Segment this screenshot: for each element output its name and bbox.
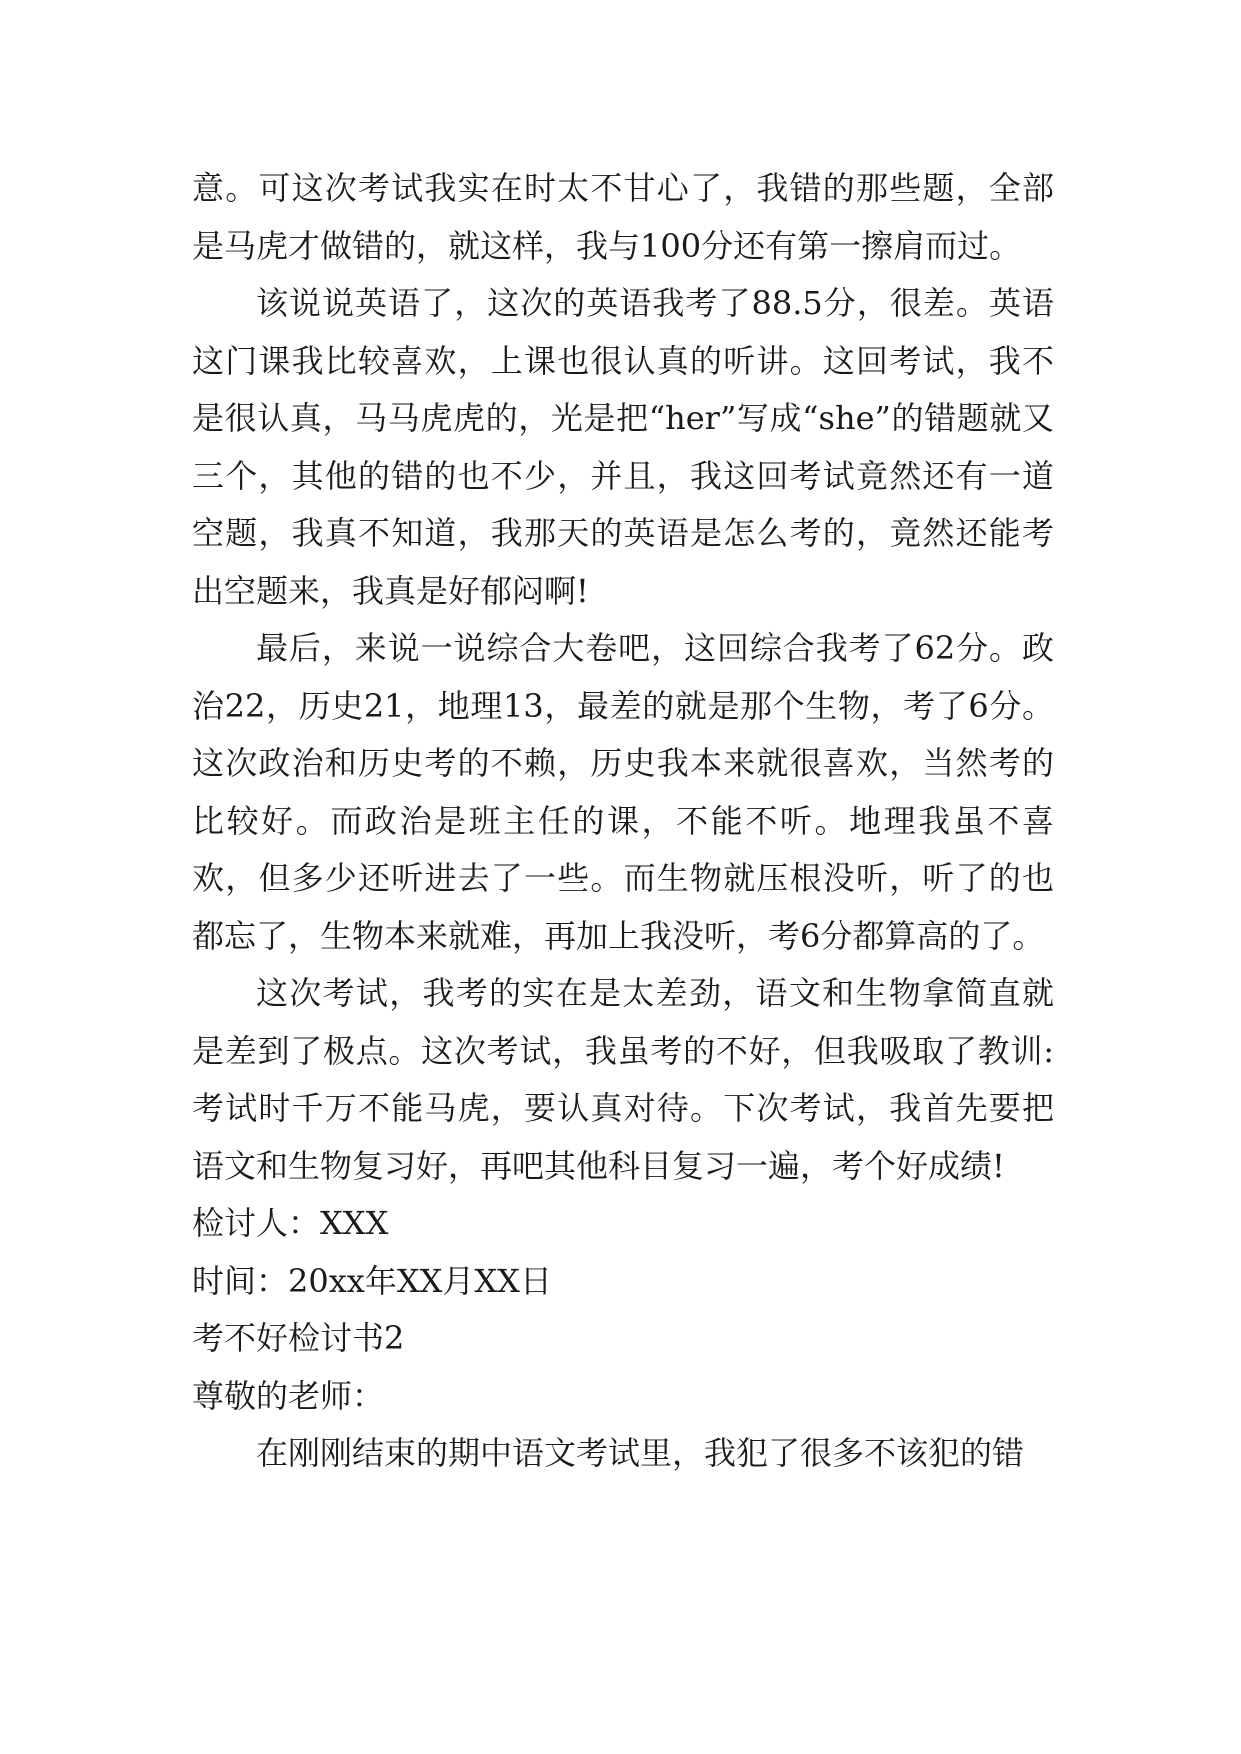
- signature-date: 时间：20xx年XX月XX日: [192, 1261, 552, 1300]
- paragraph-opening: 在刚刚结束的期中语文考试里，我犯了很多不该犯的错: [256, 1434, 1025, 1472]
- paragraph-conclusion: 这次考试，我考的实在是太差劲，语文和生物拿简直就是差到了极点。这次考试，我虽考的不好，但我吸取了教训:考试时千万不能马虎，要认真对待。下次考试，我首先要把语文和生物复习好，再吧其他科目复习一遍，考个好成绩!: [192, 974, 1054, 1185]
- paragraph-continuation: 意。可这次考试我实在时太不甘心了，我错的那些题，全部是马虎才做错的，就这样，我与100分还有第一擦肩而过。: [192, 169, 1054, 265]
- document-body: [192, 160, 1054, 1483]
- paragraph-comprehensive: 最后，来说一说综合大卷吧，这回综合我考了62分。政治22，历史21，地理13，最差的就是那个生物，考了6分。这次政治和历史考的不赖，历史我本来就很喜欢，当然考的比较好。而政治是班主任的课，不能不听。地理我虽不喜欢，但多少还听进去了一些。而生物就压根没听，听了的也都忘了，生物本来就难，再加上我没听，考6分都算高的了。: [192, 629, 1054, 955]
- signature-name: 检讨人：XXX: [192, 1204, 389, 1242]
- paragraph-english: 该说说英语了，这次的英语我考了88.5分，很差。英语这门课我比较喜欢，上课也很认真的听讲。这回考试，我不是很认真，马马虎虎的，光是把“her”写成“she”的错题就又三个，其他的错的也不少，并且，我这回考试竟然还有一道空题，我真不知道，我那天的英语是怎么考的，竟然还能考出空题来，我真是好郁闷啊!: [192, 284, 1054, 610]
- section-title: 考不好检讨书2: [192, 1319, 405, 1357]
- salutation: 尊敬的老师：: [192, 1376, 385, 1415]
